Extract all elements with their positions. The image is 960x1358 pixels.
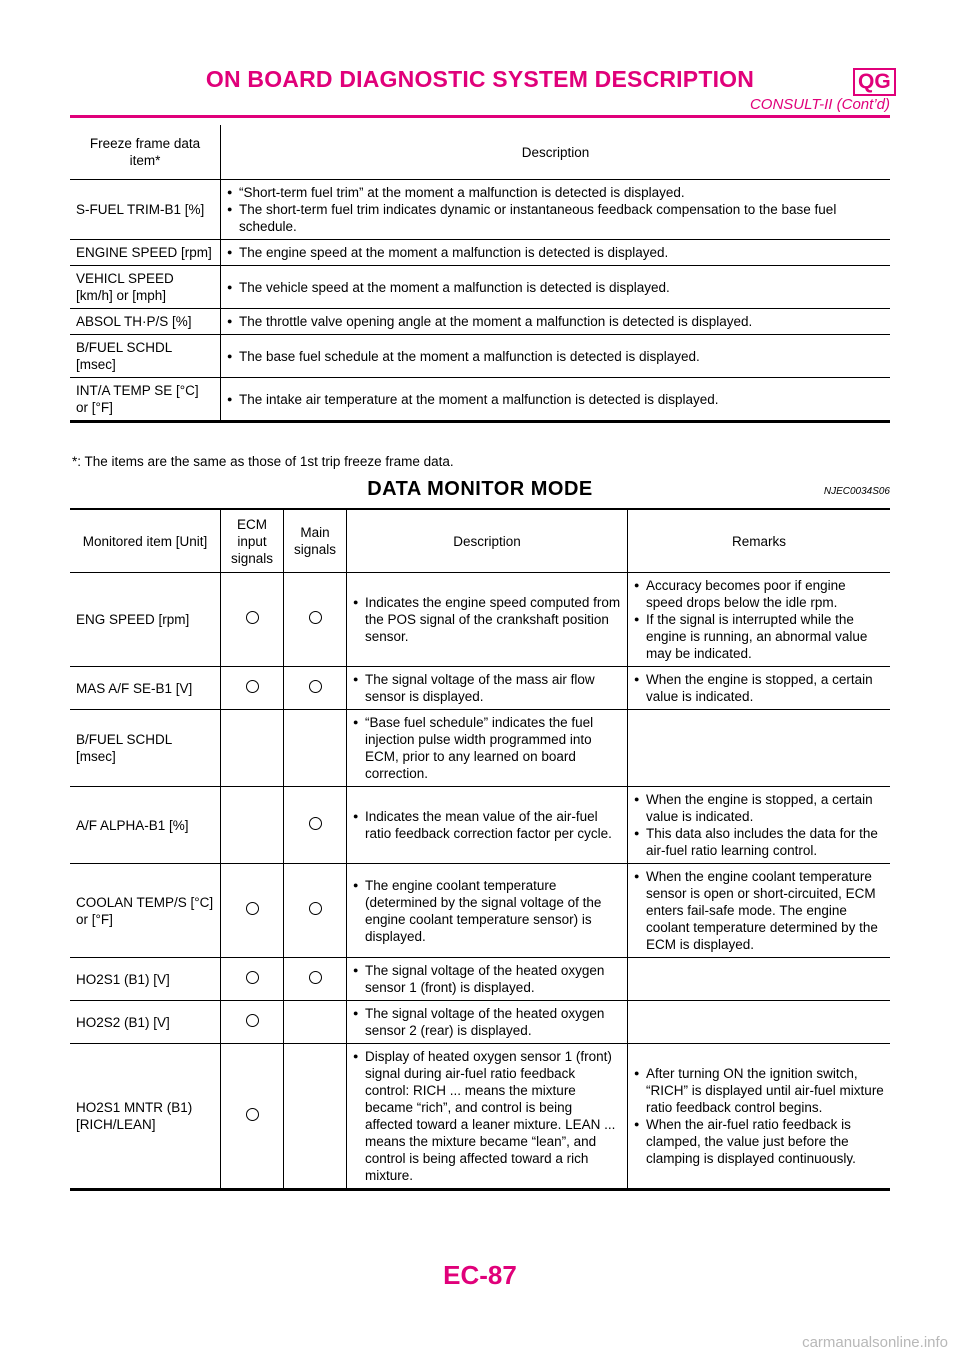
main-signal-cell — [284, 573, 347, 667]
section-title: DATA MONITOR MODE — [367, 478, 593, 500]
description-cell — [347, 958, 628, 1001]
section-code: NJEC0034S06 — [823, 486, 890, 497]
remarks-cell — [628, 787, 891, 864]
bullet-item: ● If the signal is interrupted while the engine is running, an abnormal value may be indicated. — [634, 611, 884, 662]
ecm-input-cell — [221, 667, 284, 710]
bullet-item: ● The engine speed at the moment a malfunction is detected is displayed. — [227, 244, 884, 261]
table-row — [70, 1044, 890, 1190]
description-cell — [347, 667, 628, 710]
column-header-description: Description — [221, 125, 891, 180]
monitored-item-cell: ENG SPEED [rpm] — [70, 573, 221, 667]
freeze-item-cell: INT/A TEMP SE [°C] or [°F] — [70, 378, 221, 422]
ecm-input-cell — [221, 864, 284, 958]
column-header-remarks: Remarks — [628, 510, 891, 573]
column-header-main-signals: Main signals — [284, 510, 347, 573]
freeze-description-cell — [221, 335, 891, 378]
bullet-item: ● The signal voltage of the heated oxygen sensor 2 (rear) is displayed. — [353, 1005, 621, 1039]
freeze-description-cell — [221, 378, 891, 422]
remarks-cell — [628, 667, 891, 710]
ecm-input-cell — [221, 1001, 284, 1044]
bullet-list — [353, 1005, 621, 1039]
bullet-list — [353, 714, 621, 782]
bullet-item: ● “Short-term fuel trim” at the moment a malfunction is detected is displayed. — [227, 184, 884, 201]
table-row — [70, 266, 890, 309]
watermark: carmanualsonline.info — [802, 1334, 948, 1351]
remarks-cell — [628, 710, 891, 787]
bullet-list — [634, 1065, 884, 1167]
bullet-list — [634, 868, 884, 953]
remarks-cell — [628, 864, 891, 958]
bullet-item: ● The throttle valve opening angle at the moment a malfunction is detected is displayed. — [227, 313, 884, 330]
ecm-input-cell — [221, 958, 284, 1001]
table-header-row — [70, 125, 890, 180]
table-row — [70, 309, 890, 335]
freeze-item-cell: S-FUEL TRIM-B1 [%] — [70, 180, 221, 240]
circle-mark-icon — [246, 680, 259, 693]
remarks-cell — [628, 573, 891, 667]
bullet-item: ● The engine coolant temperature (determined by the signal voltage of the engine coolant temperature sensor) is displayed. — [353, 877, 621, 945]
data-monitor-table — [70, 510, 890, 1191]
remarks-cell — [628, 1044, 891, 1190]
table-row — [70, 378, 890, 422]
bullet-item: ● This data also includes the data for the air-fuel ratio learning control. — [634, 825, 884, 859]
circle-mark-icon — [309, 680, 322, 693]
engine-code-badge: QG — [853, 68, 896, 96]
bullet-item: ● “Base fuel schedule” indicates the fuel injection pulse width programmed into ECM, prior to any learned on board correction. — [353, 714, 621, 782]
table-row — [70, 787, 890, 864]
bullet-list — [227, 313, 884, 330]
table-row — [70, 667, 890, 710]
table-row — [70, 864, 890, 958]
table-footnote: *: The items are the same as those of 1st trip freeze frame data. — [72, 454, 454, 469]
description-cell — [347, 573, 628, 667]
bullet-list — [353, 962, 621, 996]
bullet-item: ● When the engine is stopped, a certain value is indicated. — [634, 671, 884, 705]
page-number: EC-87 — [443, 1260, 517, 1290]
monitored-item-cell: HO2S2 (B1) [V] — [70, 1001, 221, 1044]
table-row — [70, 1001, 890, 1044]
description-cell — [347, 1001, 628, 1044]
table-row — [70, 573, 890, 667]
main-signal-cell — [284, 958, 347, 1001]
monitored-item-cell: COOLAN TEMP/S [°C] or [°F] — [70, 864, 221, 958]
ecm-input-cell — [221, 787, 284, 864]
description-cell — [347, 710, 628, 787]
freeze-description-cell — [221, 309, 891, 335]
page-header-title: ON BOARD DIAGNOSTIC SYSTEM DESCRIPTION — [205, 66, 755, 92]
bullet-item: ● The intake air temperature at the moment a malfunction is detected is displayed. — [227, 391, 884, 408]
column-header-description: Description — [347, 510, 628, 573]
bullet-list — [353, 594, 621, 645]
monitored-item-cell: HO2S1 (B1) [V] — [70, 958, 221, 1001]
freeze-item-cell: B/FUEL SCHDL [msec] — [70, 335, 221, 378]
description-cell — [347, 1044, 628, 1190]
bullet-list — [634, 791, 884, 859]
bullet-list — [227, 348, 884, 365]
freeze-description-cell — [221, 180, 891, 240]
main-signal-cell — [284, 787, 347, 864]
monitored-item-cell: B/FUEL SCHDL [msec] — [70, 710, 221, 787]
column-header-item: Freeze frame data item* — [70, 125, 221, 180]
bullet-list — [353, 877, 621, 945]
freeze-item-cell: VEHICL SPEED [km/h] or [mph] — [70, 266, 221, 309]
bullet-list — [227, 184, 884, 235]
freeze-description-cell — [221, 240, 891, 266]
main-signal-cell — [284, 1001, 347, 1044]
bullet-item: ● When the air-fuel ratio feedback is clamped, the value just before the clamping is displayed continuously. — [634, 1116, 884, 1167]
bullet-item: ● The base fuel schedule at the moment a malfunction is detected is displayed. — [227, 348, 884, 365]
description-cell — [347, 864, 628, 958]
main-signal-cell — [284, 667, 347, 710]
circle-mark-icon — [309, 902, 322, 915]
circle-mark-icon — [246, 1108, 259, 1121]
table-row — [70, 958, 890, 1001]
monitored-item-cell: HO2S1 MNTR (B1) [RICH/LEAN] — [70, 1044, 221, 1190]
circle-mark-icon — [309, 971, 322, 984]
bullet-item: ● The vehicle speed at the moment a malfunction is detected is displayed. — [227, 279, 884, 296]
bullet-item: ● The signal voltage of the heated oxygen sensor 1 (front) is displayed. — [353, 962, 621, 996]
bullet-list — [227, 244, 884, 261]
bullet-item: ● After turning ON the ignition switch, “RICH” is displayed until air-fuel mixture ratio feedback control begins. — [634, 1065, 884, 1116]
circle-mark-icon — [246, 902, 259, 915]
header-rule — [70, 115, 890, 118]
freeze-frame-table — [70, 125, 890, 423]
column-header-ecm-input: ECM input signals — [221, 510, 284, 573]
bullet-list — [353, 808, 621, 842]
bullet-list — [634, 671, 884, 705]
bullet-list — [227, 391, 884, 408]
monitored-item-cell: MAS A/F SE-B1 [V] — [70, 667, 221, 710]
circle-mark-icon — [309, 611, 322, 624]
page-subtitle: CONSULT-II (Cont’d) — [749, 96, 890, 113]
freeze-item-cell: ABSOL TH·P/S [%] — [70, 309, 221, 335]
column-header-monitored-item: Monitored item [Unit] — [70, 510, 221, 573]
remarks-cell — [628, 1001, 891, 1044]
remarks-cell — [628, 958, 891, 1001]
circle-mark-icon — [309, 817, 322, 830]
bullet-item: ● The short-term fuel trim indicates dynamic or instantaneous feedback compensation to the base fuel schedule. — [227, 201, 884, 235]
bullet-item: ● Accuracy becomes poor if engine speed drops below the idle rpm. — [634, 577, 884, 611]
bullet-item: ● When the engine coolant temperature sensor is open or short-circuited, ECM enters fail-safe mode. The engine coolant temperature determined by the ECM is displayed. — [634, 868, 884, 953]
bullet-list — [353, 1048, 621, 1184]
bullet-item: ● When the engine is stopped, a certain value is indicated. — [634, 791, 884, 825]
bullet-item: ● Indicates the engine speed computed from the POS signal of the crankshaft position sensor. — [353, 594, 621, 645]
bullet-item: ● The signal voltage of the mass air flow sensor is displayed. — [353, 671, 621, 705]
table-row — [70, 335, 890, 378]
bullet-item: ● Indicates the mean value of the air-fuel ratio feedback correction factor per cycle. — [353, 808, 621, 842]
freeze-item-cell: ENGINE SPEED [rpm] — [70, 240, 221, 266]
bullet-list — [227, 279, 884, 296]
main-signal-cell — [284, 864, 347, 958]
table-row — [70, 240, 890, 266]
freeze-description-cell — [221, 266, 891, 309]
description-cell — [347, 787, 628, 864]
table-header-row — [70, 510, 890, 573]
table-row — [70, 180, 890, 240]
main-signal-cell — [284, 1044, 347, 1190]
circle-mark-icon — [246, 1014, 259, 1027]
ecm-input-cell — [221, 1044, 284, 1190]
table-row — [70, 710, 890, 787]
main-signal-cell — [284, 710, 347, 787]
monitored-item-cell: A/F ALPHA-B1 [%] — [70, 787, 221, 864]
circle-mark-icon — [246, 971, 259, 984]
bullet-item: ● Display of heated oxygen sensor 1 (front) signal during air-fuel ratio feedback control: RICH ... means the mixture became “rich”, and control is being affected toward a leaner mixture. LEAN ... means the mixture became “lean”, and control is being affected toward a rich mixture. — [353, 1048, 621, 1184]
bullet-list — [353, 671, 621, 705]
bullet-list — [634, 577, 884, 662]
ecm-input-cell — [221, 710, 284, 787]
ecm-input-cell — [221, 573, 284, 667]
circle-mark-icon — [246, 611, 259, 624]
